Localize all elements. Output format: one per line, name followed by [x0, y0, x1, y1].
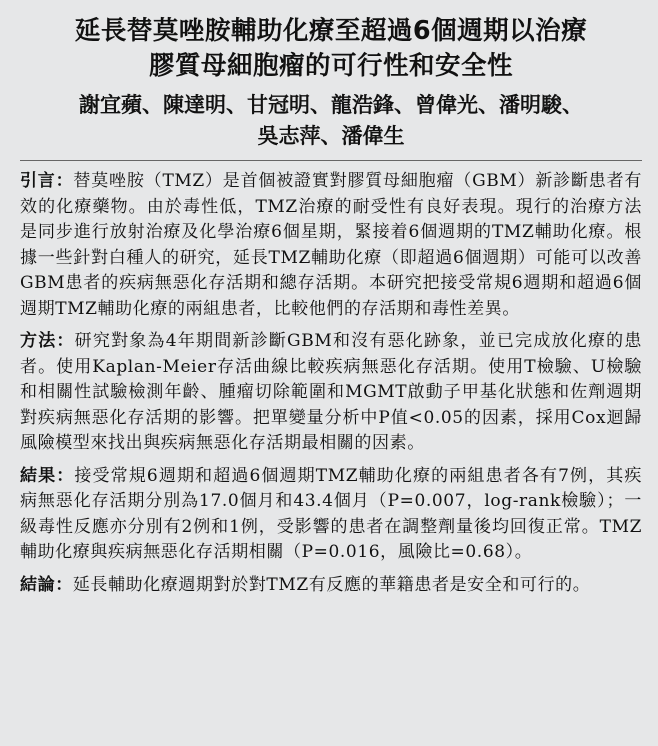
- header-divider: [20, 160, 642, 161]
- results-label: 結果：: [20, 465, 75, 486]
- author-list: [20, 90, 642, 152]
- conclusion-label: 結論：: [20, 574, 73, 595]
- section-results: [20, 464, 642, 566]
- section-conclusion: [20, 573, 642, 599]
- methods-text: 研究對象為4年期間新診斷GBM和沒有惡化跡象，並已完成放化療的患者。使用Kaplan-Meier存活曲線比較疾病無惡化存活期。使用T檢驗、U檢驗和相關性試驗檢測年齡、腫瘤切除範圍和MGMT啟動子甲基化狀態和佐劑週期對疾病無惡化存活期的影響。把單變量分析中P值<0.05的因素，採用Cox迴歸風險模型來找出與疾病無惡化存活期最相關的因素。: [20, 331, 642, 453]
- section-methods: [20, 329, 642, 457]
- conclusion-text: 延長輔助化療週期對於對TMZ有反應的華籍患者是安全和可行的。: [72, 574, 591, 595]
- methods-label: 方法：: [20, 331, 75, 351]
- article-title: [20, 14, 642, 84]
- authors-line-1: 謝宜蘋、陳達明、甘冠明、龍浩鋒、曾偉光、潘明駿、: [79, 93, 583, 117]
- intro-label: 引言：: [20, 171, 74, 191]
- results-text: 接受常規6週期和超過6個週期TMZ輔助化療的兩組患者各有7例，其疾病無惡化存活期分別為17.0個月和43.4個月（P=0.007，log-rank檢驗）；一級毒性反應亦分別有2例和1例，受影響的患者在調整劑量後均回復正常。TMZ輔助化療與疾病無惡化存活期相關（P=0.016，風險比=0.68）。: [20, 465, 642, 562]
- title-line-1: 延長替莫唑胺輔助化療至超過6個週期以治療: [74, 16, 588, 46]
- title-line-2: 膠質母細胞瘤的可行性和安全性: [148, 51, 513, 81]
- intro-text: 替莫唑胺（TMZ）是首個被證實對膠質母細胞瘤（GBM）新診斷患者有效的化療藥物。由於毒性低，TMZ治療的耐受性有良好表現。現行的治療方法是同步進行放射治療及化學治療6個星期，緊接着6個週期的TMZ輔助化療。根據一些針對白種人的研究，延長TMZ輔助化療（即超過6個週期）可能可以改善GBM患者的疾病無惡化存活期和總存活期。本研究把接受常規6週期和超過6個週期TMZ輔助化療的兩組患者，比較他們的存活期和毒性差異。: [20, 171, 642, 319]
- authors-line-2: 吳志萍、潘偉生: [257, 124, 405, 148]
- section-intro: [20, 169, 642, 322]
